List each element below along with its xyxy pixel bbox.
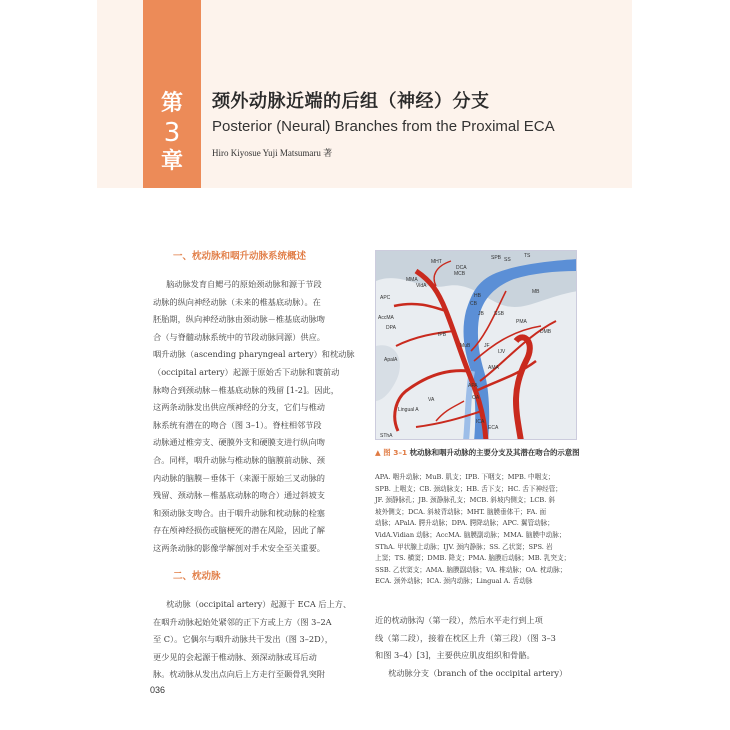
text-line: 咽升动脉（ascending pharyngeal artery）和枕动脉 bbox=[153, 349, 355, 360]
maxillary-branch bbox=[394, 304, 446, 311]
diagram-label: MuB bbox=[460, 343, 471, 349]
diagram-label: TS bbox=[524, 253, 531, 259]
chapter-number: 3 bbox=[163, 118, 181, 148]
diagram-label: APA bbox=[468, 383, 478, 389]
lingual-artery bbox=[416, 411, 482, 427]
text-line: （occipital artery）起源于原始舌下动脉和寰前动 bbox=[153, 366, 340, 377]
section2-heading: 二、枕动脉 bbox=[173, 571, 221, 582]
diagram-label: OA bbox=[472, 395, 480, 401]
section2-body-right bbox=[375, 612, 585, 682]
text-line: 脉吻合到颈动脉－椎基底动脉的残留 [1-2]。因此， bbox=[153, 384, 339, 395]
text-line: 脉。枕动脉从发出点向后上方走行至颞骨乳突附 bbox=[153, 669, 325, 680]
text-line: 近的枕动脉沟（第一段），然后水平走行到上项 bbox=[375, 615, 543, 625]
vascular-diagram bbox=[376, 251, 577, 440]
text-line: 枕动脉分支（branch of the occipital artery） bbox=[388, 667, 568, 678]
text-line: 在咽升动脉起始处紧邻的正下方或上方（图 3–2A bbox=[153, 616, 332, 627]
diagram-label: AccMA bbox=[378, 315, 394, 321]
chapter-label-top: 第 bbox=[160, 91, 183, 116]
section1-body bbox=[153, 276, 358, 558]
chapter-title-cn: 颈外动脉近端的后组（神经）分支 bbox=[212, 91, 490, 112]
text-line: 脑动脉发育自鳃弓的原始颈动脉和源于节段 bbox=[166, 279, 322, 289]
figure-caption-title bbox=[375, 447, 585, 459]
diagram-label: HB bbox=[474, 293, 481, 299]
diagram-label: IPB bbox=[438, 332, 447, 338]
figure-title: 枕动脉和咽升动脉的主要分支及其潜在吻合的示意图 bbox=[409, 448, 580, 457]
caption-line: VidA.Vidian 动脉；AccMA. 脑膜副动脉；MMA. 脑膜中动脉； bbox=[375, 530, 566, 539]
diagram-label: Lingual A bbox=[398, 407, 419, 413]
caption-line: 上窦；TS. 横窦；DMB. 降支；PMA. 脑膜后动脉；MB. 乳突支； bbox=[375, 554, 571, 563]
diagram-label: ApalA bbox=[384, 357, 398, 363]
page-number: 036 bbox=[150, 685, 166, 695]
ica-artery bbox=[516, 337, 530, 440]
bone-shape bbox=[376, 345, 400, 401]
text-line: 脉系统有潜在的吻合（图 3–1）。脊柱相邻节段 bbox=[153, 419, 322, 430]
diagram-label: SPB bbox=[491, 255, 502, 261]
text-line: 胚胎期，纵向神经动脉由颈动脉－椎基底动脉吻 bbox=[153, 314, 325, 325]
diagram-label: IJV bbox=[498, 349, 506, 355]
text-line: 线（第二段），接着在枕区上升（第三段）（图 3–3 bbox=[375, 632, 556, 643]
caption-line: 动脉；APalA. 腭升动脉；DPA. 腭降动脉；APC. 翼管动脉； bbox=[375, 519, 554, 528]
text-line: 动脉通过椎旁支、硬膜外支和硬膜支进行纵向吻 bbox=[153, 437, 325, 448]
diagram-label: SThA bbox=[380, 433, 393, 439]
caption-line: ECA. 颈外动脉；ICA. 颈内动脉；Lingual A. 舌动脉 bbox=[375, 577, 533, 586]
chapter-title-en: Posterior (Neural) Branches from the Proximal ECA bbox=[212, 118, 555, 135]
figure-number: ▲ 图 3–1 bbox=[375, 448, 408, 457]
diagram-label: PMA bbox=[516, 319, 527, 325]
caption-line: SThA. 甲状腺上动脉；IJV. 颈内静脉；SS. 乙状窦；SPS. 岩 bbox=[375, 542, 553, 551]
caption-line: SSB. 乙状窦支；AMA. 脑膜副动脉；VA. 椎动脉；OA. 枕动脉； bbox=[375, 565, 567, 574]
text-line: 残留、颈动脉－椎基底动脉的吻合）通过斜坡支 bbox=[153, 490, 325, 501]
chapter-authors: Hiro Kiyosue Yuji Matsumaru 著 bbox=[212, 148, 333, 158]
diagram-label: SSB bbox=[494, 311, 505, 317]
chapter-label-bottom: 章 bbox=[160, 149, 183, 174]
figure-3-1-diagram bbox=[375, 250, 577, 440]
text-line: 合（与脊髓动脉系统中的节段动脉同源）供应。 bbox=[153, 331, 325, 342]
diagram-label: DMB bbox=[540, 329, 552, 335]
caption-line: JF. 颈静脉孔；JB. 颈静脉孔支；MCB. 斜坡内侧支；LCB. 斜 bbox=[375, 496, 556, 505]
diagram-label: MCB bbox=[454, 271, 466, 277]
text-line: 存在颅神经损伤或脑梗死的潜在风险，因此了解 bbox=[153, 525, 325, 536]
diagram-label: APC bbox=[380, 295, 391, 301]
text-line: 至 C）。它偶尔与咽升动脉共干发出（图 3–2D）， bbox=[153, 634, 333, 645]
diagram-label: AMA bbox=[488, 365, 499, 371]
section2-body bbox=[153, 596, 358, 684]
diagram-label: ECA bbox=[488, 425, 499, 431]
diagram-label: CB bbox=[470, 301, 477, 307]
text-line: 和图 3–4）[3]，主要供应肌皮组织和骨骼。 bbox=[375, 650, 535, 661]
diagram-label: JB bbox=[478, 311, 484, 317]
caption-line: SPB. 上咽支；CB. 颈动脉支；HB. 舌下支；HC. 舌下神经管； bbox=[375, 484, 562, 493]
diagram-label: SS bbox=[504, 257, 511, 263]
text-line: 动脉的纵向神经动脉（未来的椎基底动脉）。在 bbox=[153, 296, 321, 307]
caption-line: 坡外侧支；DCA. 斜坡背动脉；MHT. 脑膜垂体干；FA. 面 bbox=[375, 507, 547, 516]
chapter-tab bbox=[143, 0, 201, 188]
text-line: 内动脉的脑膜－垂体干（来源于原始三叉动脉的 bbox=[153, 472, 325, 483]
text-line: 合。同样，咽升动脉与椎动脉的脑膜前动脉、颈 bbox=[153, 454, 325, 465]
diagram-label: MB bbox=[532, 289, 540, 295]
text-line: 和颈动脉支吻合。由于咽升动脉和枕动脉的栓塞 bbox=[153, 507, 325, 518]
figure-caption-body bbox=[375, 472, 585, 588]
text-line: 这两条动脉的影像学解剖对手术安全至关重要。 bbox=[153, 542, 325, 553]
diagram-label: VidA bbox=[416, 283, 427, 289]
diagram-label: MMA bbox=[406, 277, 418, 283]
diagram-label: DPA bbox=[386, 325, 396, 331]
section1-heading: 一、枕动脉和咽升动脉系统概述 bbox=[173, 251, 307, 262]
diagram-label: DCA bbox=[456, 265, 467, 271]
diagram-label: JF bbox=[484, 343, 490, 349]
caption-line: APA. 咽升动脉；MuB. 肌支；IPB. 下咽支；MPB. 中咽支； bbox=[375, 473, 555, 481]
diagram-label: VA bbox=[428, 397, 435, 403]
diagram-label: MHT bbox=[431, 259, 442, 265]
text-line: 枕动脉（occipital artery）起源于 ECA 后上方、 bbox=[166, 599, 352, 609]
text-line: 这两条动脉发出供应颅神经的分支，它们与椎动 bbox=[153, 402, 325, 413]
text-line: 更少见的会起源于椎动脉、颈深动脉或耳后动 bbox=[153, 651, 317, 662]
diagram-label: ICA bbox=[476, 419, 485, 425]
